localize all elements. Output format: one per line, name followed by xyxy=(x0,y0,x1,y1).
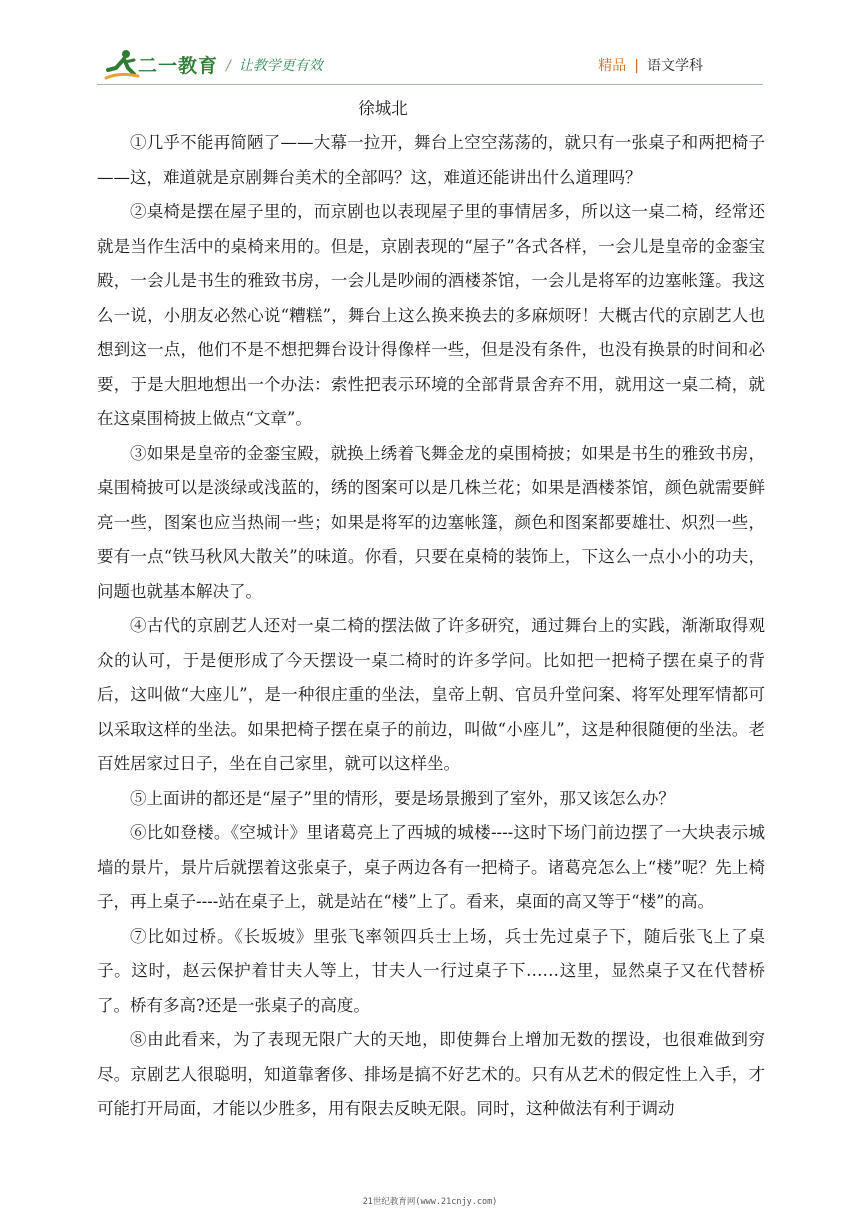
paragraph-2: ②桌椅是摆在屋子里的，而京剧也以表现屋子里的事情居多，所以这一桌二椅，经常还就是当作生活中的桌椅来用的。但是，京剧表现的“屋子”各式各样，一会儿是皇帝的金銮宝殿，一会儿是书生的雅致书房，一会儿是吵闹的酒楼茶馆，一会儿是将军的边塞帐篷。我这么一说，小朋友必然心说“糟糕”，舞台上这么换来换去的多麻烦呀！大概古代的京剧艺人也想到这一点，他们不是不想把舞台设计得像样一些，但是没有条件，也没有换景的时间和必要，于是大胆地想出一个办法：索性把表示环境的全部背景舍弃不用，就用这一桌二椅，就在这桌围椅披上做点“文章”。 xyxy=(97,202,765,428)
paragraph-1: ①几乎不能再简陋了——大幕一拉开，舞台上空空荡荡的，就只有一张桌子和两把椅子——这，难道就是京剧舞台美术的全部吗？这，难道还能讲出什么道理吗？ xyxy=(97,133,765,187)
header-separator: | xyxy=(634,58,639,74)
paragraph-4: ④古代的京剧艺人还对一桌二椅的摆法做了许多研究，通过舞台上的实践，渐渐取得观众的认可，于是便形成了今天摆设一桌二椅时的许多学问。比如把一把椅子摆在桌子的背后，这叫做“大座儿”，是一种很庄重的坐法，皇帝上朝、官员升堂问案、将军处理军情都可以采取这样的坐法。如果把椅子摆在桌子的前边，叫做“小座儿”，这是种很随便的坐法。老百姓居家过日子，坐在自己家里，就可以这样坐。 xyxy=(97,616,765,773)
premium-label: 精品 xyxy=(598,58,627,74)
subject-label: 语文学科 xyxy=(647,58,703,74)
running-man-icon xyxy=(104,48,140,82)
paragraph-3: ③如果是皇帝的金銮宝殿，就换上绣着飞舞金龙的桌围椅披；如果是书生的雅致书房，桌围椅披可以是淡绿或浅蓝的，绣的图案可以是几株兰花；如果是酒楼茶馆，颜色就需要鲜亮一些，图案也应当热闹一些；如果是将军的边塞帐篷，颜色和图案都要雄壮、炽烈一些，要有一点“铁马秋风大散关”的味道。你看，只要在桌椅的装饰上，下这么一点小小的功夫，问题也就基本解决了。 xyxy=(97,443,765,601)
paragraph-8: ⑧由此看来，为了表现无限广大的天地，即使舞台上增加无数的摆设，也很难做到穷尽。京剧艺人很聪明，知道靠奢侈、排场是搞不好艺术的。只有从艺术的假定性上入手，才可能打开局面，才能以少胜多，用有限去反映无限。同时，这种做法有利于调动 xyxy=(97,1030,765,1118)
paragraph-6: ⑥比如登楼。《空城计》里诸葛亮上了西城的城楼----这时下场门前边摆了一大块表示城墙的景片，景片后就摆着这张桌子，桌子两边各有一把椅子。诸葛亮怎么上“楼”呢？先上椅子，再上桌子----站在桌子上，就是站在“楼”上了。看来，桌面的高又等于“楼”的高。 xyxy=(97,823,765,911)
logo-text: 二一教育 xyxy=(138,55,219,77)
header-divider xyxy=(97,84,763,85)
article-author: 徐城北 xyxy=(358,99,408,118)
article-body xyxy=(97,92,765,1127)
site-logo[interactable] xyxy=(104,48,244,82)
slogan-text: 让教学更有效 xyxy=(238,58,323,74)
slash-divider: / xyxy=(226,58,231,74)
page-header xyxy=(0,0,860,92)
paragraph-7: ⑦比如过桥。《长坂坡》里张飞率领四兵士上场，兵士先过桌子下，随后张飞上了桌子。这时，赵云保护着甘夫人等上，甘夫人一行过桌子下……这里，显然桌子又在代替桥了。桥有多高?还是一张桌子的高度。 xyxy=(97,926,765,1015)
header-right xyxy=(598,55,703,75)
paragraph-5: ⑤上面讲的都还是“屋子”里的情形，要是场景搬到了室外，那又该怎么办？ xyxy=(130,788,675,808)
slogan xyxy=(226,55,323,75)
page-footer: 21世纪教育网(www.21cnjy.com) xyxy=(362,1197,498,1207)
